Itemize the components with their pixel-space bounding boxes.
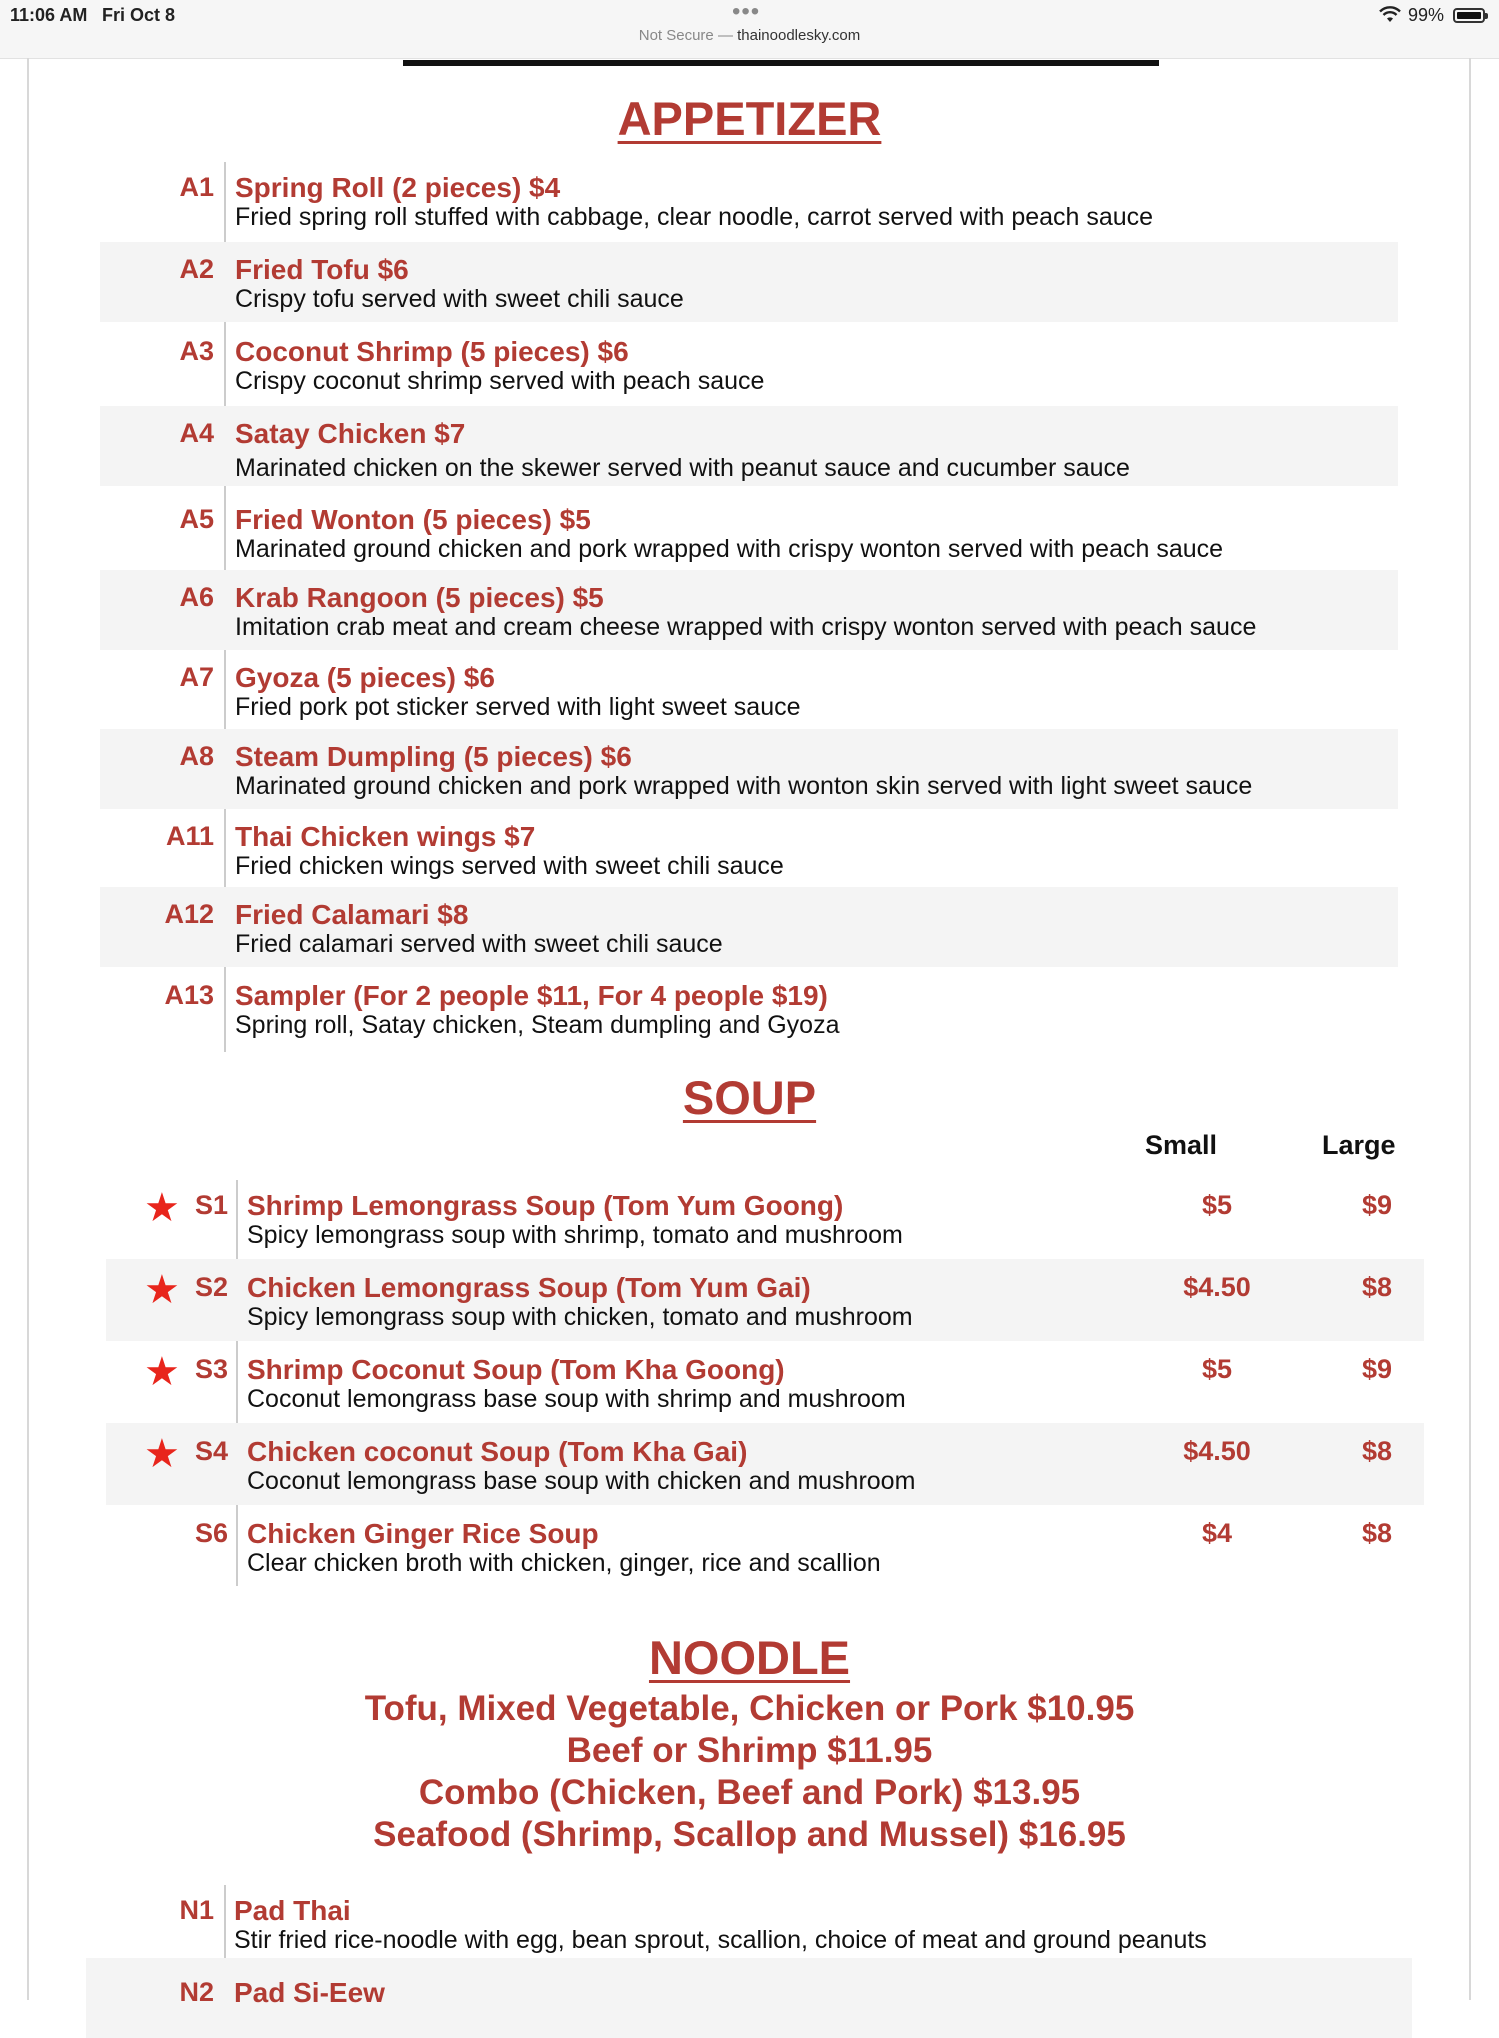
item-code: A1: [179, 172, 214, 202]
soup-divider: [236, 1180, 238, 1586]
item-code: A3: [179, 336, 214, 366]
item-code: S4: [194, 1436, 228, 1466]
item-description: Clear chicken broth with chicken, ginger, rice and scallion: [247, 1549, 881, 1577]
clock: 11:06 AM: [10, 5, 88, 25]
noodle-price-line: Tofu, Mixed Vegetable, Chicken or Pork $10.95: [364, 1689, 1135, 1728]
item-name: Gyoza (5 pieces) $6: [235, 662, 495, 693]
date: Fri Oct 8: [102, 5, 176, 25]
price-large: $8: [1361, 1436, 1393, 1466]
noodle-price-line: Combo (Chicken, Beef and Pork) $13.95: [418, 1773, 1081, 1812]
item-description: Coconut lemongrass base soup with chicken and mushroom: [247, 1467, 916, 1495]
price-small: $4: [1201, 1518, 1233, 1548]
item-name: Steam Dumpling (5 pieces) $6: [235, 741, 632, 772]
spicy-star-icon: ★: [144, 1432, 180, 1476]
item-name: Fried Wonton (5 pieces) $5: [235, 504, 591, 535]
item-code: A5: [179, 504, 214, 534]
item-name: Pad Thai: [234, 1895, 351, 1926]
item-code: A7: [179, 662, 214, 692]
item-description: Marinated ground chicken and pork wrapped with wonton skin served with light sweet sauce: [235, 772, 1253, 800]
item-code: A12: [164, 899, 214, 929]
price-small: $5: [1201, 1354, 1233, 1384]
price-small: $4.50: [1183, 1272, 1251, 1302]
item-description: Marinated chicken on the skewer served with peanut sauce and cucumber sauce: [235, 454, 1130, 482]
item-name: Satay Chicken $7: [235, 418, 466, 449]
item-name: Chicken Lemongrass Soup (Tom Yum Gai): [247, 1272, 811, 1303]
soup-col-large: Large: [1322, 1130, 1396, 1160]
security-label: Not Secure —: [638, 27, 733, 44]
appetizer-title: APPETIZER: [617, 92, 882, 145]
item-description: Fried pork pot sticker served with light sweet sauce: [235, 693, 801, 721]
item-code: A11: [165, 821, 214, 851]
spicy-star-icon: ★: [144, 1350, 180, 1394]
price-small: $4.50: [1183, 1436, 1251, 1466]
soup-col-small: Small: [1145, 1130, 1218, 1160]
item-description: Spicy lemongrass soup with shrimp, tomato and mushroom: [247, 1221, 903, 1249]
price-large: $8: [1361, 1272, 1393, 1302]
price-large: $9: [1361, 1190, 1393, 1220]
noodle-title: NOODLE: [648, 1631, 851, 1684]
item-description: Crispy coconut shrimp served with peach sauce: [235, 367, 765, 395]
item-code: A4: [179, 418, 214, 448]
item-name: Shrimp Coconut Soup (Tom Kha Goong): [247, 1354, 785, 1385]
item-name: Fried Tofu $6: [235, 254, 409, 285]
item-description: Imitation crab meat and cream cheese wrapped with crispy wonton served with peach sauce: [235, 613, 1257, 641]
spicy-star-icon: ★: [144, 1268, 180, 1312]
item-description: Fried spring roll stuffed with cabbage, clear noodle, carrot served with peach sauce: [235, 203, 1154, 231]
item-description: Fried calamari served with sweet chili sauce: [235, 930, 723, 958]
battery-icon: [1453, 8, 1485, 23]
spicy-star-icon: ★: [144, 1186, 180, 1230]
item-code: S1: [194, 1190, 228, 1220]
item-description: Crispy tofu served with sweet chili sauce: [235, 285, 684, 313]
item-description: Spring roll, Satay chicken, Steam dumpling and Gyoza: [235, 1011, 840, 1039]
item-name: Coconut Shrimp (5 pieces) $6: [235, 336, 629, 367]
item-name: Spring Roll (2 pieces) $4: [235, 172, 561, 203]
noodle-price-line: Seafood (Shrimp, Scallop and Mussel) $16.95: [373, 1815, 1126, 1854]
item-description: Coconut lemongrass base soup with shrimp and mushroom: [247, 1385, 906, 1413]
item-name: Krab Rangoon (5 pieces) $5: [235, 582, 604, 613]
price-small: $5: [1201, 1190, 1233, 1220]
item-description: Fried chicken wings served with sweet chili sauce: [235, 852, 784, 880]
item-name: Chicken coconut Soup (Tom Kha Gai): [247, 1436, 748, 1467]
more-dots-icon[interactable]: •••: [732, 0, 761, 25]
item-code: S2: [194, 1272, 228, 1302]
price-large: $8: [1361, 1518, 1393, 1548]
item-code: A6: [179, 582, 214, 612]
item-name: Thai Chicken wings $7: [235, 821, 536, 852]
wifi-icon: [1378, 4, 1402, 24]
item-code: S6: [194, 1518, 228, 1548]
item-name: Chicken Ginger Rice Soup: [247, 1518, 599, 1549]
price-large: $9: [1361, 1354, 1393, 1384]
item-name: Shrimp Lemongrass Soup (Tom Yum Goong): [247, 1190, 844, 1221]
item-code: N1: [179, 1895, 214, 1925]
item-code: S3: [194, 1354, 228, 1384]
soup-title: SOUP: [682, 1071, 817, 1124]
item-code: A13: [164, 980, 214, 1010]
item-description: Marinated ground chicken and pork wrapped with crispy wonton served with peach sauce: [235, 535, 1224, 563]
address-bar[interactable]: [0, 27, 1499, 44]
item-code: A8: [179, 741, 214, 771]
item-name: Pad Si-Eew: [234, 1977, 385, 2008]
item-description: Stir fried rice-noodle with egg, bean sprout, scallion, choice of meat and ground peanuts: [234, 1926, 1207, 1954]
header-rule: [403, 60, 1159, 66]
item-name: Fried Calamari $8: [235, 899, 469, 930]
item-description: Spicy lemongrass soup with chicken, tomato and mushroom: [247, 1303, 913, 1331]
item-name: Sampler (For 2 people $11, For 4 people $19): [235, 980, 828, 1011]
item-code: N2: [179, 1977, 214, 2007]
browser-status-bar: [0, 0, 1499, 59]
domain-label: thainoodlesky.com: [737, 27, 861, 44]
battery-percent: 99%: [1408, 5, 1445, 25]
item-code: A2: [179, 254, 214, 284]
noodle-price-line: Beef or Shrimp $11.95: [566, 1731, 933, 1770]
